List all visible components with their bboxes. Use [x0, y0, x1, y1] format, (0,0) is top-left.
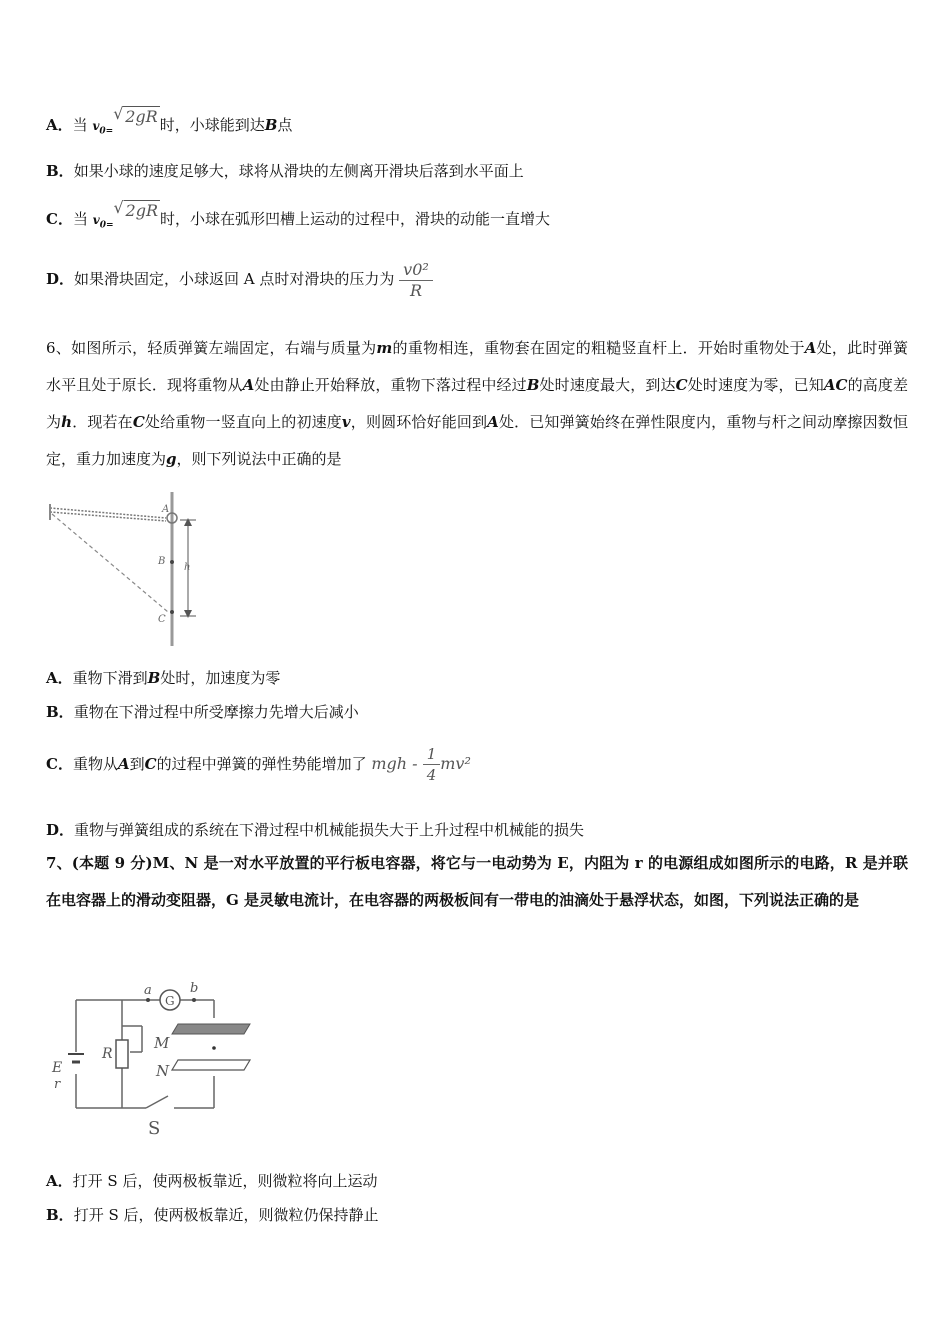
plate-n [172, 1060, 250, 1070]
option-text: 如果小球的速度足够大，球将从滑块的左侧离开滑块后落到水平面上 [73, 162, 524, 180]
arrow-head-up [184, 518, 192, 526]
label-a: a [144, 983, 152, 998]
label-h: h [184, 562, 191, 573]
label-r-resistor: R [102, 1046, 113, 1062]
option-text: 打开 S 后，使两极板靠近，则微粒将向上运动 [72, 1172, 378, 1190]
node-a [146, 998, 150, 1002]
resistor-r [116, 1040, 128, 1068]
spring-stretched-dashed [52, 514, 168, 612]
v0-symbol: $v_{0=}$ [92, 119, 114, 137]
sqrt-2gR-formula: √ 2gR [113, 104, 158, 126]
option-label: A． [46, 669, 73, 687]
q7-option-a [46, 1171, 377, 1191]
option-label: B． [46, 703, 74, 721]
option-label: B． [46, 162, 74, 180]
option-label: A． [46, 116, 73, 134]
label-n: N [156, 1062, 170, 1080]
q7-option-b [46, 1205, 379, 1225]
option-text: 当 [72, 210, 88, 228]
label-s: S [148, 1118, 161, 1138]
label-a: A [162, 504, 170, 515]
energy-expression: mgh - $\frac{1}{4}$ mv² [371, 745, 471, 784]
q6-stem: 6、如图所示，轻质弹簧左端固定，右端与质量为m的重物相连，重物套在固定的粗糙竖直杆上．开始时重物处于A处，此时弹簧水平且处于原长．现将重物从A处由静止开始释放，重物下落过程中经过B处时速度最大，到达C处时速度为零，已知AC的高度差为h．现若在C处给重物一竖直向上的初速度v，则圆环恰好能回到A处．已知弹簧始终在弹性限度内，重物与杆之间动摩擦因数恒定，重力加速度为g，则下列说法中正确的是 [46, 339, 908, 468]
capacitor-circuit-figure [44, 978, 264, 1138]
option-label: A． [46, 1172, 73, 1190]
option-text: 时，小球能到达 [159, 116, 265, 134]
label-b: b [190, 981, 199, 996]
label-e: E [52, 1060, 63, 1076]
q5-option-b [46, 161, 524, 181]
q6-option-a: A．重物下滑到B处时，加速度为零 [46, 669, 281, 687]
label-m: M [154, 1034, 170, 1052]
option-text: 当 [72, 116, 88, 134]
label-r-internal: r [54, 1077, 61, 1092]
label-c: C [158, 614, 166, 625]
q6-option-d: D．重物与弹簧组成的系统在下滑过程中机械能损失大于上升过程中机械能的损失 [46, 821, 585, 839]
option-label: D． [46, 821, 75, 839]
plate-m [172, 1024, 250, 1034]
option-label: B． [46, 1206, 74, 1224]
q5-option-d [46, 257, 433, 301]
point-label: B [264, 116, 278, 134]
q6-option-b: B．重物在下滑过程中所受摩擦力先增大后减小 [46, 703, 359, 721]
switch-s [146, 1096, 168, 1108]
q7-stem: 7、(本题 9 分)M、N 是一对水平放置的平行板电容器，将它与一电动势为 E，内阻为 r 的电源组成如图所示的电路，R 是并联在电容器上的滑动变阻器，G 是灵敏电流计，在电容器的两极板间有一带电的油滴处于悬浮状态，如图，下列说法正确的是 [46, 854, 908, 909]
point-c [170, 610, 174, 614]
spring-horizontal [50, 508, 166, 518]
label-b: B [158, 556, 166, 567]
option-label: C． [46, 210, 73, 228]
v0-symbol: $v_{0=}$ [92, 213, 114, 231]
node-b [192, 998, 196, 1002]
label-g: G [165, 994, 175, 1008]
q6-option-c: C．重物从A到C的过程中弹簧的弹性势能增加了 mgh - $\frac{1}{4}$ mv² [46, 745, 471, 784]
option-text: 点 [277, 116, 293, 134]
v0-squared-over-R-formula: $\frac{\text{v0²}}{R}$ [399, 260, 433, 301]
option-text: 时，小球在弧形凹槽上运动的过程中，滑块的动能一直增大 [160, 210, 551, 228]
oil-drop [212, 1046, 216, 1050]
option-text: 打开 S 后，使两极板靠近，则微粒仍保持静止 [73, 1206, 379, 1224]
option-text: 如果滑块固定，小球返回 A 点时对滑块的压力为 [74, 270, 395, 288]
spring-rod-figure [44, 490, 214, 650]
q5-option-a [46, 104, 293, 141]
arrow-head-down [184, 610, 192, 618]
option-label: C． [46, 755, 73, 773]
point-b [170, 560, 174, 564]
sqrt-2gR-formula: √ 2gR [113, 198, 159, 220]
q5-option-c [46, 198, 551, 235]
option-label: D． [46, 270, 75, 288]
